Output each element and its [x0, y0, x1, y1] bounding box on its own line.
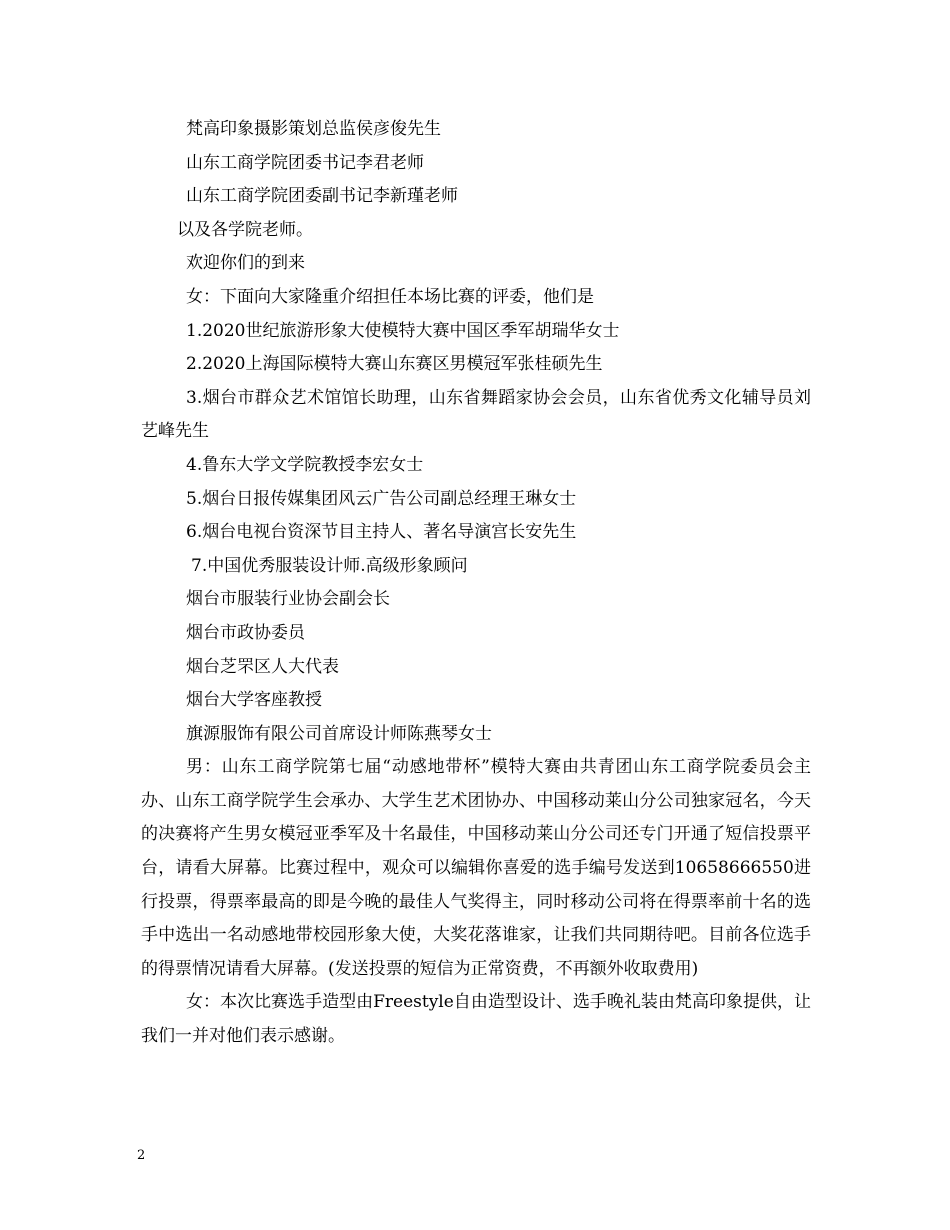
guest-line-deputy-secretary: 山东工商学院团委副书记李新瑾老师 [186, 186, 458, 207]
judge7-title-4: 烟台大学客座教授 [186, 690, 322, 711]
judge7-title-5: 旗源服饰有限公司首席设计师陈燕琴女士 [186, 723, 492, 744]
guest-line-league-secretary: 山东工商学院团委书记李君老师 [186, 152, 424, 173]
guest-line-teachers: 以及各学院老师。 [177, 219, 313, 240]
guest-line-photography-director: 梵高印象摄影策划总监侯彦俊先生 [186, 119, 441, 139]
welcome-line: 欢迎你们的到来 [186, 253, 305, 274]
male-host-speech: 男：山东工商学院第七届“动感地带杯”模特大赛由共青团山东工商学院委员会主办、山东工商学院学生会承办、大学生艺术团协办、中国移动莱山分公司独家冠名，今天的决赛将产生男女模冠亚季军及十名最佳，中国移动莱山分公司还专门开通了短信投票平台，请看大屏幕。比赛过程中，观众可以编辑你喜爱的选手编号发送到10658666550进行投票，得票率最高的即是今晚的最佳人气奖得主，同时移动公司将在得票率前十名的选手中选出一名动感地带校园形象大使，大奖花落谁家，让我们共同期待吧。目前各位选手的得票情况请看大屏幕。(发送投票的短信为正常资费，不再额外收取费用) [141, 757, 811, 979]
page-number: 2 [137, 1148, 146, 1163]
female-host-speech: 女：本次比赛选手造型由Freestyle自由造型设计、选手晚礼装由梵高印象提供，让我们一并对他们表示感谢。 [141, 992, 811, 1047]
judge-item-6: 6.烟台电视台资深节目主持人、著名导演宫长安先生 [186, 522, 577, 543]
judge7-title-3: 烟台芝罘区人大代表 [186, 656, 339, 677]
judge-item-5: 5.烟台日报传媒集团风云广告公司副总经理王琳女士 [186, 488, 577, 509]
document-body [141, 113, 811, 1054]
judge7-title-2: 烟台市政协委员 [186, 622, 305, 643]
judge7-title-1: 烟台市服装行业协会副会长 [186, 589, 390, 610]
judges-intro-line: 女：下面向大家隆重介绍担任本场比赛的评委，他们是 [186, 286, 594, 307]
judge-item-4: 4.鲁东大学文学院教授李宏女士 [186, 454, 424, 475]
judge-item-2: 2.2020上海国际模特大赛山东赛区男模冠军张桂硕先生 [186, 354, 603, 375]
judge-item-3: 3.烟台市群众艺术馆馆长助理，山东省舞蹈家协会会员，山东省优秀文化辅导员刘艺峰先生 [141, 387, 811, 442]
judge-item-1: 1.2020世纪旅游形象大使模特大赛中国区季军胡瑞华女士 [186, 320, 620, 341]
judge-item-7: 7.中国优秀服装设计师.高级形象顾问 [191, 555, 468, 576]
